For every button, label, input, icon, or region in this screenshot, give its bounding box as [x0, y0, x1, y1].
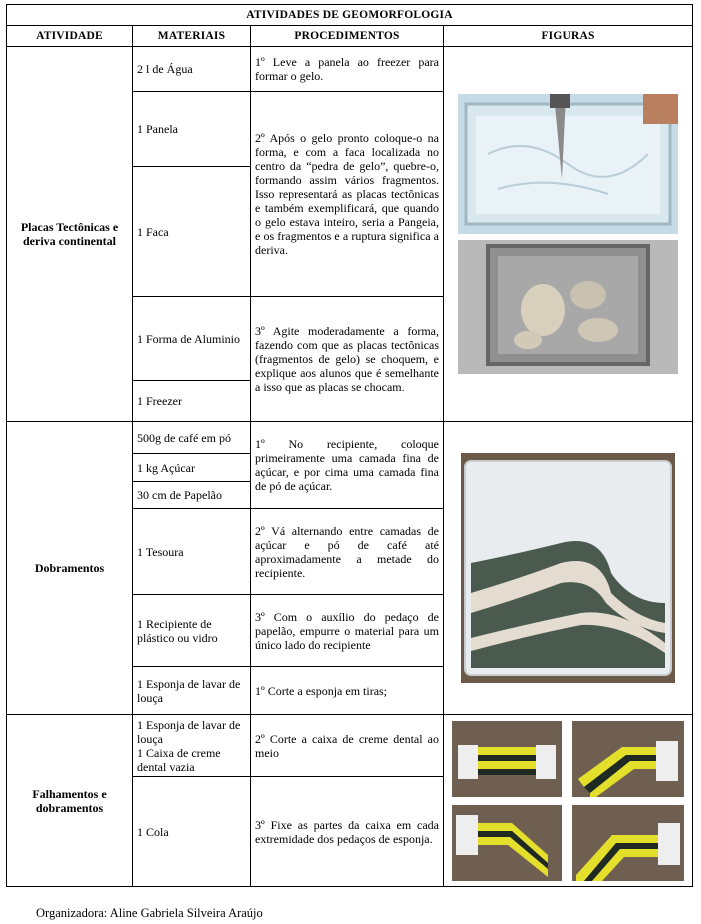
material-item: 500g de café em pó	[133, 422, 251, 454]
activity-falhamentos: Falhamentos e dobramentos	[7, 715, 133, 887]
procedure-item: 3º Fixe as partes da caixa em cada extremidade dos pedaços de esponja.	[251, 777, 444, 887]
material-item: 1 Recipiente de plástico ou vidro	[133, 595, 251, 667]
header-atividade: ATIVIDADE	[7, 26, 133, 47]
material-item: 1 Panela	[133, 92, 251, 167]
sponge-photo-2	[572, 721, 684, 797]
material-item: 1 Tesoura	[133, 509, 251, 595]
ice-tray-photo-fragments	[458, 240, 678, 374]
procedure-item: 2º Vá alternando entre camadas de açúcar e pó de café até aproximadamente a metade do recipiente.	[251, 509, 444, 595]
figure-cell-folding	[444, 422, 693, 715]
material-item: 1 Cola	[133, 777, 251, 887]
material-item	[133, 715, 251, 777]
ice-photos	[458, 94, 678, 374]
header-materiais: MATERIAIS	[133, 26, 251, 47]
material-item: 1 Freezer	[133, 381, 251, 422]
sponge-photo-3	[452, 805, 562, 881]
procedure-item: 2º Corte a caixa de creme dental ao meio	[251, 715, 444, 777]
caption: Organizadora: Aline Gabriela Silveira Araújo	[36, 906, 263, 920]
figure-cell-ice	[444, 47, 693, 422]
material-item: 1 Faca	[133, 167, 251, 297]
procedure-item: 3º Com o auxílio do pedaço de papelão, empurre o material para um único lado do recipiente	[251, 595, 444, 667]
folding-container-photo	[461, 453, 675, 683]
material-line: 1 Caixa de creme dental vazia	[137, 745, 221, 774]
activities-sheet	[6, 4, 692, 906]
procedure-item: 3º Agite moderadamente a forma, fazendo com que as placas tectônicas (fragmentos de gelo) se choquem, e explique aos alunos que é semelhante a isso que as placas se chocam.	[251, 297, 444, 422]
sponge-photos	[452, 721, 684, 881]
header-figuras: FIGURAS	[444, 26, 693, 47]
sponge-photo-4	[572, 805, 684, 881]
sponge-photo-1	[452, 721, 562, 797]
header-procedimentos: PROCEDIMENTOS	[251, 26, 444, 47]
procedure-item: 2º Após o gelo pronto coloque-o na forma, e com a faca localizada no centro da “pedra de gelo”, quebre-o, formando assim vários fragmentos. Isso representará as placas tectônicas e também exemplificará, que quando o gelo estava inteiro, seria a Pangeia, e os fragmentos e a ruptura significa a deriva.	[251, 92, 444, 297]
material-item: 30 cm de Papelão	[133, 482, 251, 509]
activities-table	[6, 4, 693, 887]
material-item: 1 Forma de Aluminio	[133, 297, 251, 381]
table-title: ATIVIDADES DE GEOMORFOLOGIA	[7, 5, 693, 26]
procedure-item: 1º Leve a panela ao freezer para formar o gelo.	[251, 47, 444, 92]
material-item: 1 kg Açúcar	[133, 454, 251, 482]
activity-dobramentos: Dobramentos	[7, 422, 133, 715]
material-item: 2 l de Água	[133, 47, 251, 92]
procedure-item: 1º No recipiente, coloque primeiramente uma camada fina de açúcar, e por cima uma camada fina de pó de açúcar.	[251, 422, 444, 509]
material-item: 1 Esponja de lavar de louça	[133, 667, 251, 715]
activity-placas: Placas Tectônicas e deriva continental	[7, 47, 133, 422]
material-line: 1 Esponja de lavar de louça	[137, 717, 241, 746]
figure-cell-sponges	[444, 715, 693, 887]
procedure-item: 1º Corte a esponja em tiras;	[251, 667, 444, 715]
ice-tray-photo-knife	[458, 94, 678, 234]
